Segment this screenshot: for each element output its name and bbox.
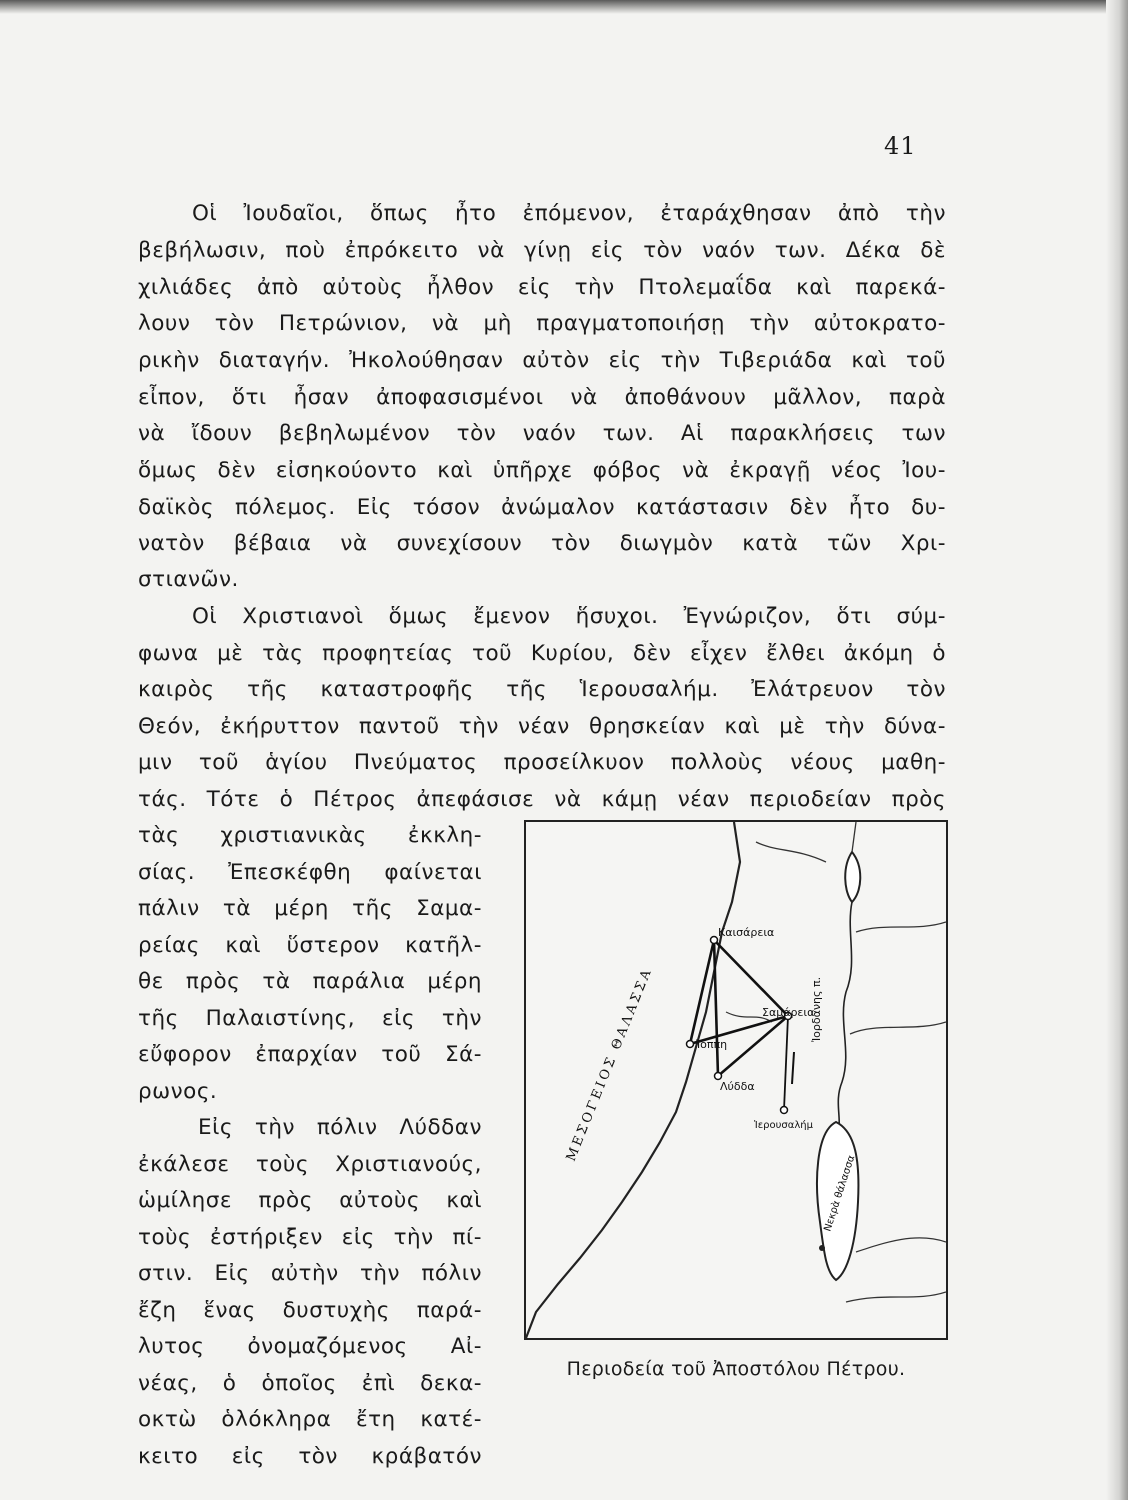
- map-figure: [524, 820, 948, 1340]
- label-joppa: Ἰόππη: [696, 1038, 728, 1051]
- text-line: ρείας καὶ ὕστερον κατῆλ-: [138, 933, 482, 958]
- page-edge-shadow-top: [0, 0, 1128, 14]
- text-line: ἐκάλεσε τοὺς Χριστιανούς,: [138, 1152, 482, 1177]
- text-line: ὅμως δὲν εἰσηκούοντο καὶ ὑπῆρχε φόβος νὰ ἐκραγῇ νέος Ἰου-: [138, 458, 946, 483]
- label-mediterranean: ΜΕΣΟΓΕΙΟΣ ΘΑΛΑΣΣΑ: [563, 965, 656, 1164]
- label-dead-sea: Νεκρὰ θάλασσα: [822, 1154, 858, 1233]
- jordan-river: [838, 902, 852, 1132]
- text-line: νέας, ὁ ὁποῖος ἐπὶ δεκα-: [138, 1371, 482, 1396]
- map-illustration: [526, 822, 946, 1338]
- text-line: Θεόν, ἐκήρυττον παντοῦ τὴν νέαν θρησκείαν καὶ μὲ τὴν δύνα-: [138, 714, 946, 739]
- text-line: ὡμίλησε πρὸς αὐτοὺς καὶ: [138, 1188, 482, 1213]
- label-jordan: Ἰορδάνης π.: [810, 976, 823, 1042]
- text-line: στιανῶν.: [138, 567, 239, 592]
- text-line: τὰς χριστιανικὰς ἐκκλη-: [138, 823, 482, 848]
- text-line: κειτο εἰς τὸν κράβατόν: [138, 1444, 482, 1469]
- label-caesarea: Καισάρεια: [718, 926, 775, 939]
- text-line: βεβήλωσιν, ποὺ ἐπρόκειτο νὰ γίνῃ εἰς τὸν ναόν των. Δέκα δὲ: [138, 238, 946, 263]
- text-line: καιρὸς τῆς καταστροφῆς τῆς Ἱερουσαλήμ. Ἐλάτρευον τὸν: [138, 677, 946, 702]
- text-line: θε πρὸς τὰ παράλια μέρη: [138, 969, 482, 994]
- text-line: τοὺς ἐστήριξεν εἰς τὴν πί-: [138, 1225, 482, 1250]
- text-line: ρικὴν διαταγήν. Ἠκολούθησαν αὐτὸν εἰς τὴν Τιβεριάδα καὶ τοῦ: [138, 348, 946, 373]
- city-dot-joppa: [687, 1041, 694, 1048]
- coastline: [526, 822, 740, 1338]
- city-dot-lydda: [715, 1073, 722, 1080]
- text-line: Οἱ Χριστιανοὶ ὅμως ἔμενον ἥσυχοι. Ἐγνώριζον, ὅτι σύμ-: [192, 604, 946, 629]
- sea-of-galilee: [845, 852, 860, 902]
- text-line: νατὸν βέβαια νὰ συνεχίσουν τὸν διωγμὸν κατὰ τῶν Χρι-: [138, 531, 946, 556]
- text-line: δαϊκὸς πόλεμος. Εἰς τόσον ἀνώμαλον κατάστασιν δὲν ἦτο δυ-: [138, 495, 946, 520]
- text-line: τάς. Τότε ὁ Πέτρος ἀπεφάσισε νὰ κάμῃ νέαν περιοδείαν πρὸς: [138, 787, 946, 812]
- text-line: μιν τοῦ ἁγίου Πνεύματος προσείλκυον πολλοὺς νέους μαθη-: [138, 750, 946, 775]
- text-line: ἔζη ἕνας δυστυχὴς παρά-: [138, 1298, 482, 1323]
- label-jerusalem: Ἱερουσαλήμ: [754, 1120, 813, 1131]
- text-line: Οἱ Ἰουδαῖοι, ὅπως ἦτο ἐπόμενον, ἐταράχθησαν ἀπὸ τὴν: [192, 201, 946, 226]
- city-dot-jerusalem: [781, 1107, 788, 1114]
- text-line: στιν. Εἰς αὐτὴν τὴν πόλιν: [138, 1261, 482, 1286]
- text-line: φωνα μὲ τὰς προφητείας τοῦ Κυρίου, δὲν εἶχεν ἔλθει ἀκόμη ὁ: [138, 641, 946, 666]
- label-lydda: Λύδδα: [720, 1080, 755, 1093]
- text-line: χιλιάδες ἀπὸ αὐτοὺς ἦλθον εἰς τὴν Πτολεμαΐδα καὶ παρεκά-: [138, 275, 946, 300]
- label-samaria: Σαμάρεια: [762, 1006, 815, 1019]
- map-caption: Περιοδεία τοῦ Ἀποστόλου Πέτρου.: [566, 1358, 906, 1380]
- text-line: ρωνος.: [138, 1079, 218, 1104]
- text-line: Εἰς τὴν πόλιν Λύδδαν: [198, 1115, 482, 1140]
- text-line: οκτὼ ὁλόκληρα ἔτη κατέ-: [138, 1407, 482, 1432]
- text-line: εὔφορον ἐπαρχίαν τοῦ Σά-: [138, 1042, 482, 1067]
- city-dot-caesarea: [711, 937, 718, 944]
- text-line: νὰ ἴδουν βεβηλωμένον τὸν ναόν των. Αἱ παρακλήσεις των: [138, 421, 946, 446]
- text-line: εἶπον, ὅτι ἦσαν ἀποφασισμένοι νὰ ἀποθάνουν μᾶλλον, παρὰ: [138, 385, 946, 410]
- text-line: τῆς Παλαιστίνης, εἰς τὴν: [138, 1006, 482, 1031]
- page-number: 41: [884, 132, 917, 160]
- text-line: πάλιν τὰ μέρη τῆς Σαμα-: [138, 896, 482, 921]
- text-line: λυτος ὀνομαζόμενος Αἰ-: [138, 1334, 482, 1359]
- page-edge-shadow-right: [1106, 0, 1128, 1500]
- text-line: λουν τὸν Πετρώνιον, νὰ μὴ πραγματοποιήσῃ τὴν αὐτοκρατο-: [138, 311, 946, 336]
- text-line: σίας. Ἐπεσκέφθη φαίνεται: [138, 860, 482, 885]
